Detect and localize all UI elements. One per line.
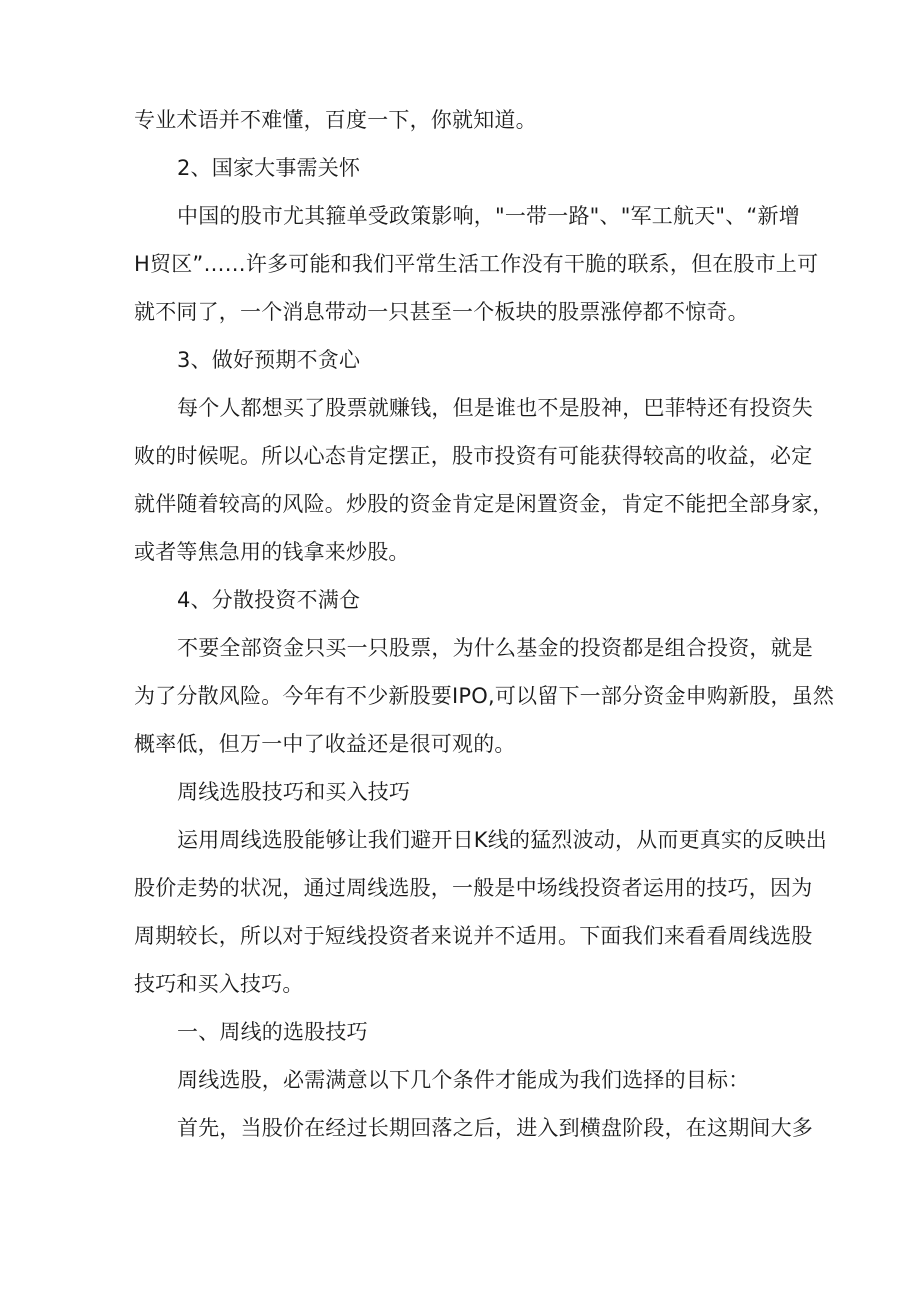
paragraph-line: 每个人都想买了股票就赚钱，但是谁也不是股神，巴菲特还有投资失 (177, 396, 813, 420)
paragraph-line: 或者等焦急用的钱拿来炒股。 (134, 540, 410, 564)
paragraph-line: 中国的股市尤其箍单受政策影响，"一带一路"、"军工航天"、“新增 (177, 204, 800, 228)
paragraph-line: 败的时候呢。所以心态肯定摆正，股市投资有可能获得较高的收益，必定 (134, 444, 813, 468)
paragraph-line: 周线选股，必需满意以下几个条件才能成为我们选择的目标： (177, 1068, 750, 1092)
paragraph-line: 就伴随着较高的风险。炒股的资金肯定是闲置资金，肯定不能把全部身家， (134, 492, 834, 516)
paragraph-line: 周期较长，所以对于短线投资者来说并不适用。下面我们来看看周线选股 (134, 924, 813, 948)
article-heading: 周线选股技巧和买入技巧 (177, 780, 411, 804)
paragraph-line: 为了分散风险。今年有不少新股要IPO,可以留下一部分资金申购新股，虽然 (134, 684, 835, 708)
paragraph-line: 概率低，但万一中了收益还是很可观的。 (134, 732, 516, 756)
paragraph-line: 就不同了，一个消息带动一只甚至一个板块的股票涨停都不惊奇。 (134, 300, 749, 324)
paragraph-line: 股价走势的状况，通过周线选股，一般是中场线投资者运用的技巧，因为 (134, 876, 813, 900)
section-heading-4: 4、分散投资不满仓 (177, 588, 361, 612)
paragraph-line: 专业术语并不难懂，百度一下，你就知道。 (134, 108, 537, 132)
paragraph-line: 不要全部资金只买一只股票，为什么基金的投资都是组合投资，就是 (177, 636, 813, 660)
paragraph-line: 运用周线选股能够让我们避开日K线的猛烈波动，从而更真实的反映出 (177, 828, 827, 852)
section-heading-1: 一、周线的选股技巧 (177, 1020, 368, 1044)
paragraph-line: H贸区”……许多可能和我们平常生活工作没有干脆的联系，但在股市上可 (134, 252, 819, 276)
section-heading-3: 3、做好预期不贪心 (177, 348, 361, 372)
paragraph-line: 首先，当股价在经过长期回落之后，进入到横盘阶段，在这期间大多 (177, 1116, 813, 1140)
paragraph-line: 技巧和买入技巧。 (134, 972, 304, 996)
section-heading-2: 2、国家大事需关怀 (177, 156, 361, 180)
